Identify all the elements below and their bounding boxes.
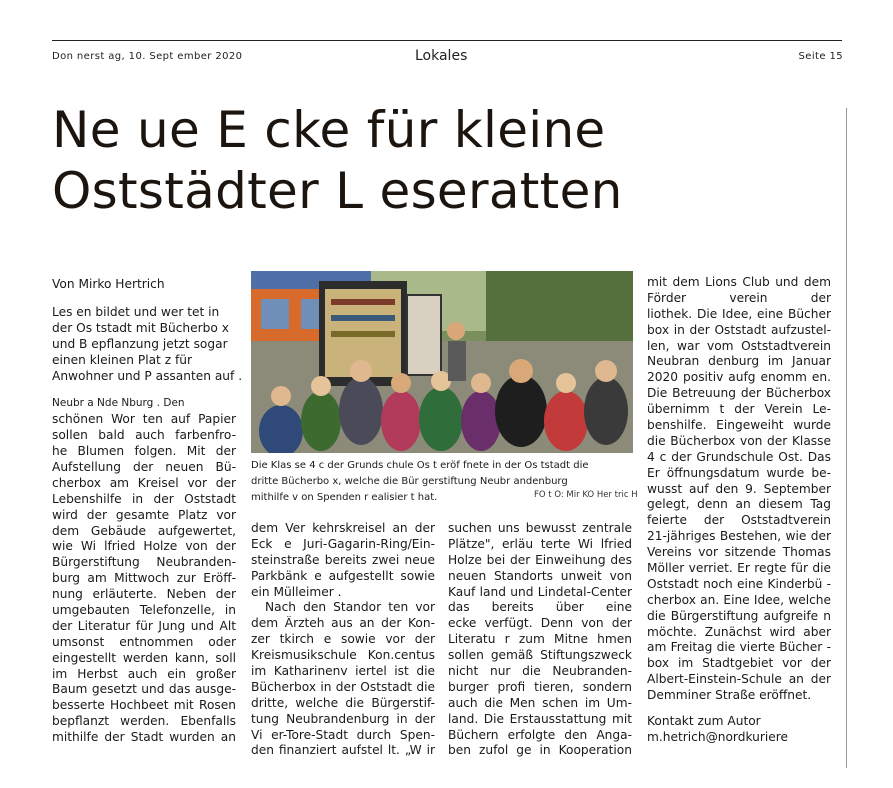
body-line: zer tkirch e sowie vor der bbox=[251, 632, 435, 647]
body-line: Demminer Straße eröffnet. bbox=[647, 688, 812, 703]
body-line: die Bürgerstiftung aufgreife n bbox=[647, 608, 831, 623]
body-line: besserte Hochbeet mit Rosen bbox=[52, 698, 236, 713]
lead-paragraph bbox=[52, 304, 243, 385]
body-line: Kreismusikschule Kon.centus bbox=[251, 648, 435, 663]
body-line: he Blumen folgen. Mit der bbox=[52, 444, 236, 459]
body-text bbox=[52, 396, 236, 746]
body-line: umgebauten Telefonzelle, in bbox=[52, 603, 236, 618]
body-line: nicht nur die Neubranden- bbox=[448, 664, 632, 679]
body-line: wie Wi lfried Holze von der bbox=[52, 539, 236, 554]
body-line: Lebenshilfe in der Oststadt bbox=[52, 491, 236, 506]
body-line: Er öffnungsdatum wurde be- bbox=[647, 465, 831, 480]
body-line: liothek. Die Idee, eine Bücher bbox=[647, 306, 831, 321]
body-line: die Bücherbox von der Klasse bbox=[647, 433, 831, 448]
body-line: Möller verriet. Er regte für die bbox=[647, 561, 831, 576]
body-line: dem Ärzteh aus an der Kon- bbox=[251, 616, 435, 631]
body-line: land. Die Erstausstattung mit bbox=[448, 711, 632, 726]
body-line: dem Gebäude aufgewertet, bbox=[52, 523, 236, 538]
body-line: burger profi tieren, sondern bbox=[448, 679, 632, 694]
body-line: box in der Oststadt aufzustel- bbox=[647, 322, 831, 337]
body-line: gelegt, denn an diesem Tag bbox=[647, 497, 831, 512]
body-line: tung Neubrandenburg in der bbox=[251, 711, 435, 726]
body-line: im Katharinenv iertel ist die bbox=[251, 664, 435, 679]
body-line: box im Stadtgebiet vor der bbox=[647, 656, 831, 671]
article-photo bbox=[251, 271, 633, 453]
body-line: übernimm t der Verein Le- bbox=[647, 402, 831, 417]
body-line: bepflanzt werden. Ebenfalls bbox=[52, 714, 236, 729]
lead-line: einen kleinen Plat z für bbox=[52, 352, 193, 367]
body-line: wird der gesamte Platz vor bbox=[52, 507, 236, 522]
body-line: im Herbst auch ein großer bbox=[52, 666, 236, 681]
body-line: wusst auf den 9. September bbox=[647, 481, 831, 496]
body-line: das bereits über eine bbox=[448, 600, 632, 615]
body-line: Baum gesetzt und das ausge- bbox=[52, 682, 236, 697]
body-line: Literatu r zum Mitne hmen bbox=[448, 632, 632, 647]
body-line: mit dem Lions Club und dem bbox=[647, 275, 831, 289]
body-line: möchte. Zunächst wird aber bbox=[647, 624, 831, 639]
page-number: Seite 15 bbox=[798, 51, 843, 62]
body-line: dritte, welche die Bürgerstif- bbox=[251, 695, 435, 710]
body-line: ben zufol ge in Kooperation bbox=[448, 743, 632, 758]
byline: Von Mirko Hertrich bbox=[52, 277, 165, 291]
body-line: Vereins vor sitzende Thomas bbox=[647, 545, 831, 560]
lead-line: der Os tstadt mit Bücherbo x bbox=[52, 320, 229, 335]
body-line: Holze bei der Einweihung des bbox=[448, 552, 632, 567]
body-line: feierte der Oststadtverein bbox=[647, 513, 831, 528]
column-1 bbox=[52, 277, 243, 746]
body-line: dem Ver kehrskreisel an der bbox=[251, 521, 435, 535]
lead-line: und B epflanzung jetzt sogar bbox=[52, 336, 228, 351]
body-line: burg am Mittwoch zur Eröff- bbox=[52, 571, 236, 586]
column-2 bbox=[251, 521, 435, 759]
contact-label: Kontakt zum Autor bbox=[647, 714, 761, 729]
body-line: len, war vom Oststadtverein bbox=[647, 338, 831, 353]
body-line: benshilfe. Eingeweiht wurde bbox=[647, 418, 831, 433]
caption-line: Die Klas se 4 c der Grunds chule Os t eröf fnete in der Os tstadt die bbox=[251, 460, 589, 471]
body-line: Kauf land und Lindetal-Center bbox=[448, 584, 632, 599]
body-line: Albert-Einstein-Schule an der bbox=[647, 672, 831, 687]
body-line: 21-jähriges Bestehen, wie der bbox=[647, 529, 831, 544]
body-line: Förder verein der bbox=[647, 290, 831, 305]
dateline-line: Neubr a Nde Nburg . Den bbox=[52, 397, 185, 410]
body-line: der Literatur für Jung und Alt bbox=[52, 618, 236, 633]
body-line: Plätze", erläu terte Wi lfried bbox=[448, 536, 632, 551]
body-line: ein Mülleimer . bbox=[251, 584, 342, 599]
body-line: Aufstellung der neuen Bü- bbox=[52, 460, 236, 475]
body-line: eingestellt werden kann, soll bbox=[52, 650, 236, 665]
lead-line: Les en bildet und wer tet in bbox=[52, 304, 220, 319]
body-line: umsonst entnommen oder bbox=[52, 634, 236, 649]
caption-line: dritte Bücherbo x, welche die Bür gerstiftung Neubr andenburg bbox=[251, 475, 568, 487]
body-line: Nach den Standor ten vor bbox=[265, 600, 435, 615]
caption-line: mithilfe v on Spenden r ealisier t hat. bbox=[251, 491, 438, 503]
headline-line-1: Ne ue E cke für kleine bbox=[52, 101, 606, 159]
body-line: Parkbänk e aufgestellt sowie bbox=[251, 568, 435, 583]
body-line: Vi er-Tore-Stadt durch Spen- bbox=[251, 727, 435, 742]
headline-line-2: Oststädter L eseratten bbox=[52, 162, 623, 220]
body-line: Die Betreuung der Bücherbox bbox=[647, 386, 831, 401]
lead-line: Anwohner und P assanten auf . bbox=[52, 368, 243, 383]
body-line: 2020 positiv aufg enomm en. bbox=[647, 370, 831, 385]
body-line: Büchern erfolgte den Anga- bbox=[448, 727, 632, 742]
photo-credit: FO t O: Mir KO Her tric H bbox=[534, 490, 638, 500]
body-line: am Freitag die vierte Bücher - bbox=[647, 640, 831, 655]
body-line: Eck e Juri-Gagarin-Ring/Ein- bbox=[251, 536, 435, 551]
section-name: Lokales bbox=[415, 48, 468, 64]
contact-email: m.hetrich@nordkuriere bbox=[647, 729, 789, 744]
photo-illustration bbox=[251, 271, 633, 453]
body-line: sollen bald auch farbenfro- bbox=[52, 428, 236, 443]
body-line: nung erläuterte. Neben der bbox=[52, 587, 236, 602]
body-line: neuen Standorts unweit von bbox=[448, 568, 632, 583]
body-line: Neubran denburg im Januar bbox=[647, 354, 831, 369]
body-line: Bürgerstiftung Neubranden- bbox=[52, 555, 236, 570]
body-line: auch die Men schen im Um- bbox=[448, 695, 632, 710]
body-line: steinstraße bereits zwei neue bbox=[251, 552, 435, 567]
column-3 bbox=[448, 521, 632, 759]
body-line: Bücherbox in der Oststadt die bbox=[251, 679, 435, 694]
body-line: schönen Wor ten auf Papier bbox=[52, 412, 236, 427]
article-headline bbox=[52, 100, 852, 222]
issue-date: Don nerst ag, 10. Sept ember 2020 bbox=[52, 51, 243, 62]
header-rule bbox=[52, 40, 842, 41]
body-line: cherbox am Kreisel vor der bbox=[52, 475, 236, 490]
column-4 bbox=[647, 275, 831, 746]
body-line: den finanziert aufstel lt. „W ir bbox=[251, 743, 435, 758]
body-line: suchen uns bewusst zentrale bbox=[448, 521, 632, 535]
body-line: Oststadt noch eine Kinderbü - bbox=[647, 576, 831, 591]
body-line: cherbox an. Eine Idee, welche bbox=[647, 592, 831, 607]
body-line: 4 c der Grundschule Ost. Das bbox=[647, 449, 831, 464]
body-line: sollen gemäß Stiftungszweck bbox=[448, 648, 632, 663]
body-line: ecke verfügt. Denn von der bbox=[448, 616, 632, 631]
body-line: mithilfe der Stadt wurden an bbox=[52, 730, 236, 745]
